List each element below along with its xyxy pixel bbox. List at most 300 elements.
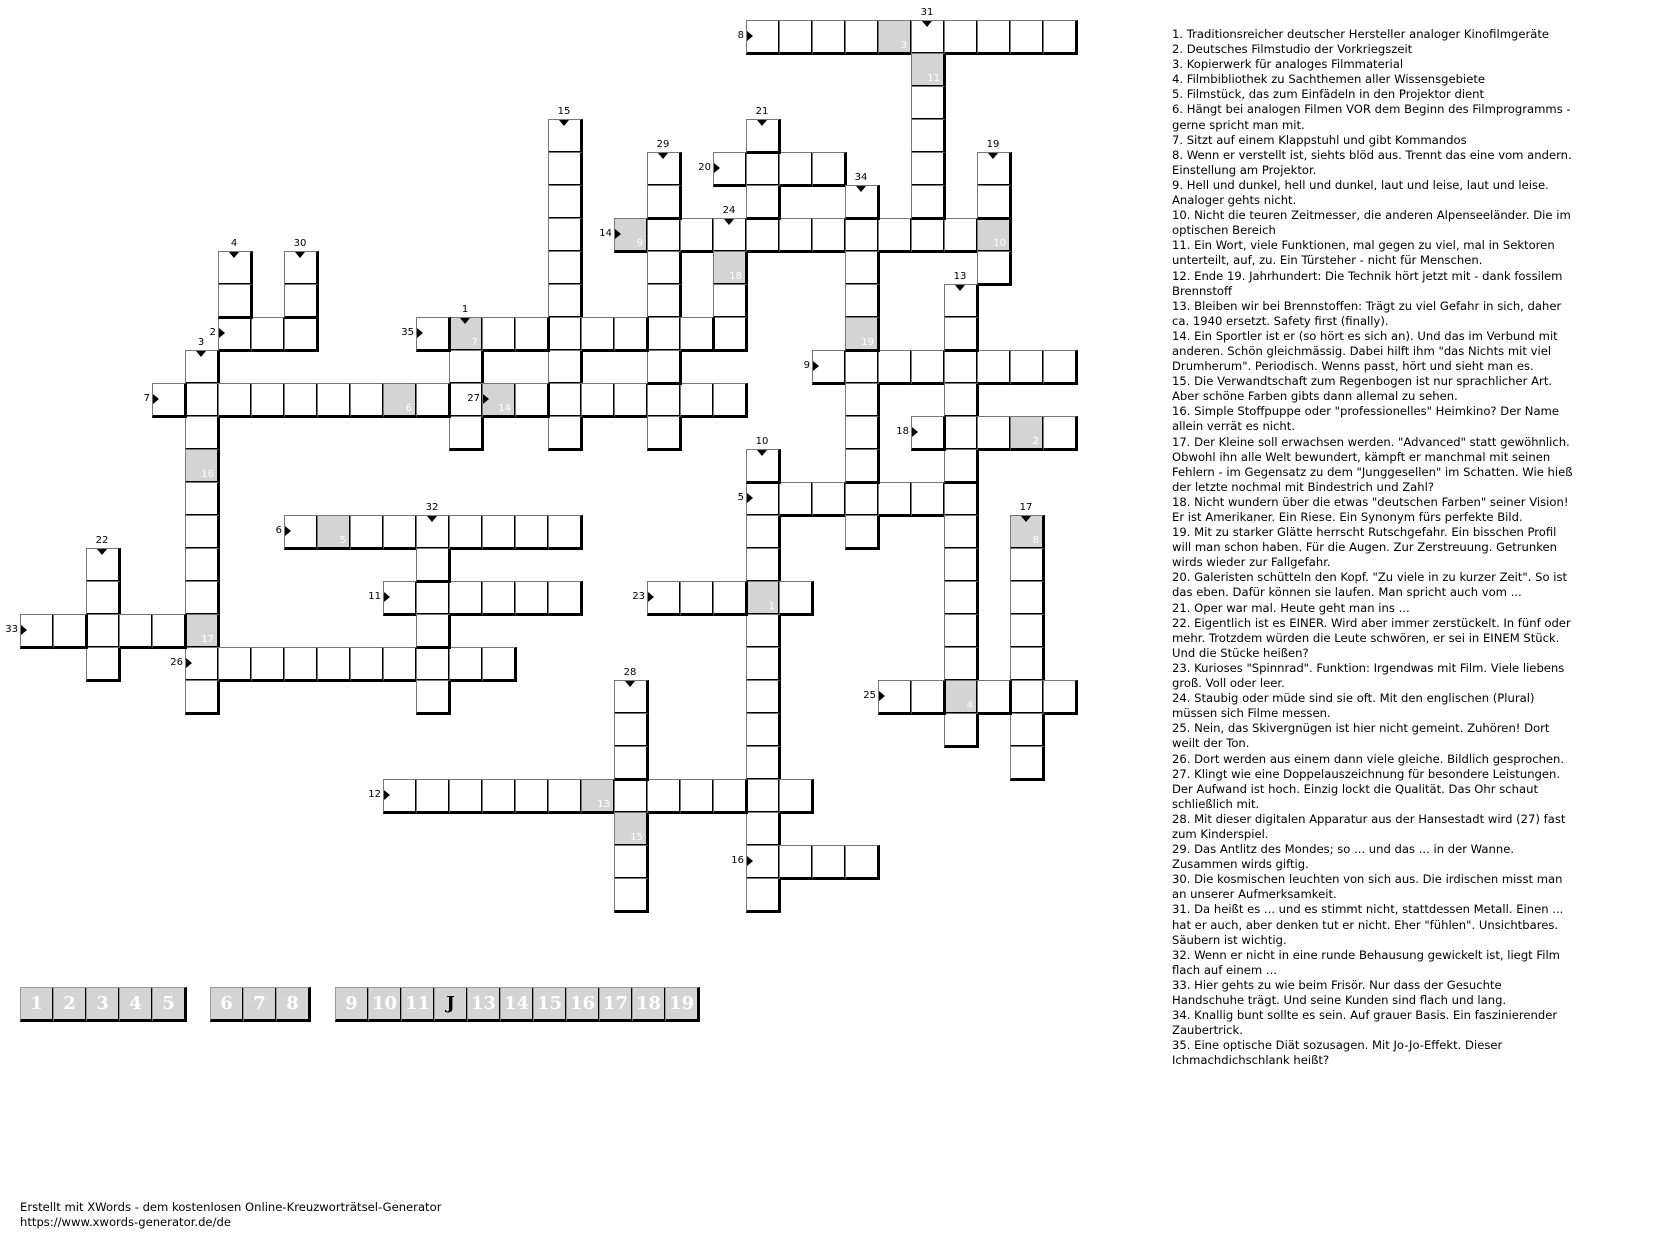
grid-cell[interactable] <box>350 383 385 418</box>
word-number: 6 <box>275 525 282 536</box>
grid-cell[interactable] <box>1010 350 1045 385</box>
word-number: 23 <box>632 591 645 602</box>
solution-cell[interactable]: 1 <box>20 987 55 1022</box>
solution-cell[interactable]: 11 <box>401 987 436 1022</box>
grid-cell[interactable] <box>878 350 913 385</box>
grid-cell[interactable] <box>647 317 682 352</box>
grid-cell[interactable] <box>944 647 979 682</box>
grid-cell[interactable] <box>185 614 220 649</box>
grid-cell[interactable] <box>119 614 154 649</box>
grid-cell[interactable] <box>614 317 649 352</box>
grid-cell[interactable] <box>515 581 550 616</box>
grid-cell[interactable] <box>713 779 748 814</box>
grid-cell[interactable] <box>218 383 253 418</box>
footer-credit: Erstellt mit XWords - dem kostenlosen Online-Kreuzworträtsel-Generator <box>20 1200 442 1214</box>
grid-cell[interactable] <box>1010 647 1045 682</box>
grid-cell[interactable] <box>878 482 913 517</box>
grid-cell[interactable] <box>647 284 682 319</box>
word-number: 17 <box>1019 502 1033 513</box>
arrow-down-icon <box>460 318 470 324</box>
solution-mark-number: 13 <box>597 799 610 810</box>
grid-cell[interactable] <box>944 614 979 649</box>
grid-cell[interactable] <box>350 515 385 550</box>
grid-cell[interactable] <box>746 185 781 220</box>
grid-cell[interactable] <box>746 878 781 913</box>
grid-cell[interactable] <box>944 581 979 616</box>
grid-cell[interactable] <box>713 251 748 286</box>
grid-cell[interactable] <box>1010 548 1045 583</box>
grid-cell[interactable] <box>680 581 715 616</box>
grid-cell[interactable] <box>977 680 1012 715</box>
clue-1: 1. Traditionsreicher deutscher Hersteller analoger Kinofilmgeräte <box>1172 27 1550 41</box>
grid-cell[interactable] <box>482 647 517 682</box>
grid-cell[interactable] <box>317 383 352 418</box>
grid-cell[interactable] <box>845 251 880 286</box>
grid-cell[interactable] <box>614 713 649 748</box>
grid-cell[interactable] <box>1043 416 1078 451</box>
grid-cell[interactable] <box>647 218 682 253</box>
clue-18: 18. Nicht wundern über die etwas "deutschen Farben" seiner Vision! Er ist Amerikaner. Ein Riese. Ein Synonym fürs perfekte Bild. <box>1172 494 1569 524</box>
clue-35: 35. Eine optische Diät sozusagen. Mit Jo-Jo-Effekt. Dieser Ichmachdichschlank heißt? <box>1172 1038 1503 1068</box>
grid-cell[interactable] <box>845 416 880 451</box>
grid-cell[interactable] <box>614 779 649 814</box>
grid-cell[interactable] <box>911 482 946 517</box>
grid-cell[interactable] <box>680 383 715 418</box>
grid-cell[interactable] <box>317 647 352 682</box>
solution-mark-number: 16 <box>201 469 214 480</box>
grid-cell[interactable] <box>911 119 946 154</box>
arrow-down-icon <box>988 153 998 159</box>
grid-cell[interactable] <box>845 317 880 352</box>
grid-cell[interactable] <box>845 218 880 253</box>
grid-cell[interactable] <box>86 647 121 682</box>
solution-mark-number: 3 <box>900 40 907 51</box>
arrow-down-icon <box>625 681 635 687</box>
grid-cell[interactable] <box>977 218 1012 253</box>
grid-cell[interactable] <box>647 251 682 286</box>
clue-8: 8. Wenn er verstellt ist, siehts blöd aus. Trennt das eine vom andern. Einstellung am Projektor. <box>1172 147 1572 177</box>
grid-cell[interactable] <box>746 581 781 616</box>
grid-cell[interactable] <box>284 284 319 319</box>
clue-9: 9. Hell und dunkel, hell und dunkel, laut und leise, laut und leise. Analoger gehts nicht. <box>1172 177 1549 208</box>
solution-cell[interactable]: 4 <box>119 987 154 1022</box>
word-number: 14 <box>599 228 612 239</box>
grid-cell[interactable] <box>548 383 583 418</box>
grid-cell[interactable] <box>647 350 682 385</box>
arrow-down-icon <box>1021 516 1031 522</box>
grid-cell[interactable] <box>779 218 814 253</box>
solution-mark-number: 10 <box>993 238 1006 249</box>
word-number: 19 <box>986 139 1000 150</box>
grid-cell[interactable] <box>746 515 781 550</box>
clue-23: 23. Kurioses "Spinnrad". Funktion: Irgendwas mit Film. Viele liebens groß. Voll oder leer. <box>1172 660 1565 691</box>
grid-cell[interactable] <box>284 647 319 682</box>
grid-cell[interactable] <box>911 86 946 121</box>
grid-cell[interactable] <box>383 383 418 418</box>
word-number: 8 <box>737 30 744 41</box>
grid-cell[interactable] <box>944 350 979 385</box>
grid-cell[interactable] <box>614 878 649 913</box>
grid-cell[interactable] <box>944 218 979 253</box>
grid-cell[interactable] <box>977 416 1012 451</box>
grid-cell[interactable] <box>911 680 946 715</box>
grid-cell[interactable] <box>845 515 880 550</box>
grid-cell[interactable] <box>713 383 748 418</box>
grid-cell[interactable] <box>878 218 913 253</box>
grid-cell[interactable] <box>746 548 781 583</box>
clue-21: 21. Oper war mal. Heute geht man ins ... <box>1172 600 1410 615</box>
grid-cell[interactable] <box>449 515 484 550</box>
word-number: 20 <box>698 162 711 173</box>
grid-cell[interactable] <box>845 20 880 55</box>
grid-cell[interactable] <box>581 317 616 352</box>
grid-cell[interactable] <box>218 647 253 682</box>
grid-cell[interactable] <box>185 482 220 517</box>
grid-cell[interactable] <box>548 515 583 550</box>
grid-cell[interactable] <box>185 383 220 418</box>
grid-cell[interactable] <box>185 416 220 451</box>
grid-cell[interactable] <box>1043 680 1078 715</box>
grid-cell[interactable] <box>977 350 1012 385</box>
arrow-right-icon <box>285 526 291 536</box>
grid-cell[interactable] <box>416 647 451 682</box>
grid-cell[interactable] <box>779 482 814 517</box>
grid-cell[interactable] <box>581 383 616 418</box>
grid-cell[interactable] <box>548 581 583 616</box>
arrow-right-icon <box>384 592 390 602</box>
arrow-down-icon <box>856 186 866 192</box>
arrow-down-icon <box>97 549 107 555</box>
grid-cell[interactable] <box>845 350 880 385</box>
grid-cell[interactable] <box>647 383 682 418</box>
grid-cell[interactable] <box>812 20 847 55</box>
grid-cell[interactable] <box>746 614 781 649</box>
solution-cell[interactable]: 9 <box>335 987 370 1022</box>
grid-cell[interactable] <box>944 317 979 352</box>
word-number: 5 <box>737 492 744 503</box>
clue-27: 27. Klingt wie eine Doppelauszeichnung für besondere Leistungen. Der Aufwand ist hoch. Einzig lockt die Qualität. Das Ohr schaut schließlich mit. <box>1172 766 1561 811</box>
solution-mark-number: 14 <box>498 403 511 414</box>
word-number: 31 <box>920 7 934 18</box>
arrow-right-icon <box>648 592 654 602</box>
grid-cell[interactable] <box>482 779 517 814</box>
solution-cell[interactable]: 5 <box>152 987 187 1022</box>
grid-cell[interactable] <box>449 581 484 616</box>
grid-cell[interactable] <box>1010 713 1045 748</box>
arrow-right-icon <box>21 625 27 635</box>
clue-13: 13. Bleiben wir bei Brennstoffen: Trägt zu viel Gefahr in sich, daher ca. 1940 ersetzt. Safety first (finally). <box>1172 298 1562 328</box>
grid-cell[interactable] <box>944 713 979 748</box>
grid-cell[interactable] <box>614 746 649 781</box>
word-number: 30 <box>293 238 307 249</box>
footer <box>20 1200 441 1230</box>
grid-cell[interactable] <box>1010 680 1045 715</box>
solution-mark-number: 18 <box>729 271 742 282</box>
clue-6: 6. Hängt bei analogen Filmen VOR dem Beginn des Filmprogramms - gerne spricht man mit. <box>1172 102 1571 132</box>
solution-cell[interactable]: 17 <box>599 987 634 1022</box>
arrow-down-icon <box>955 285 965 291</box>
grid-cell[interactable] <box>746 746 781 781</box>
grid-cell[interactable] <box>1043 350 1078 385</box>
solution-cell[interactable]: 14 <box>500 987 535 1022</box>
clue-12: 12. Ende 19. Jahrhundert: Die Technik hört jetzt mit - dank fossilem Brennstoff <box>1172 268 1563 298</box>
clue-11: 11. Ein Wort, viele Funktionen, mal gegen zu viel, mal in Sektoren unterteilt, auf, zu. Ein Türsteher - nicht für Menschen. <box>1172 238 1555 268</box>
grid-cell[interactable] <box>1043 20 1078 55</box>
solution-mark-number: 15 <box>630 832 643 843</box>
solution-cell[interactable]: 7 <box>243 987 278 1022</box>
clue-19: 19. Mit zu starker Glätte herrscht Rutschgefahr. Ein bisschen Profil will man schon haben. Für die Augen. Zur Zerstreuung. Getrunken wirds wieder zur Fallgefahr. <box>1172 525 1558 570</box>
solution-cell[interactable]: 16 <box>566 987 601 1022</box>
grid-cell[interactable] <box>1010 20 1045 55</box>
clue-26: 26. Dort werden aus einem dann viele gleiche. Bildlich gesprochen. <box>1172 751 1565 766</box>
grid-cell[interactable] <box>647 416 682 451</box>
arrow-right-icon <box>747 31 753 41</box>
arrow-down-icon <box>196 351 206 357</box>
arrow-down-icon <box>658 153 668 159</box>
clue-5: 5. Filmstück, das zum Einfädeln in den Projektor dient <box>1172 87 1485 102</box>
grid-cell[interactable] <box>746 152 781 187</box>
clue-16: 16. Simple Stoffpuppe oder "professionelles" Heimkino? Der Name allein verrät es nicht. <box>1172 404 1559 434</box>
grid-cell[interactable] <box>548 779 583 814</box>
grid-cell[interactable] <box>845 284 880 319</box>
grid-cell[interactable] <box>911 350 946 385</box>
clue-22: 22. Eigentlich ist es EINER. Wird aber immer zerstückelt. In fünf oder mehr. Trotzdem würden die Leute schwören, er sei in EINEM Stück. Und die Stücke heißen? <box>1172 615 1571 660</box>
grid-cell[interactable] <box>911 185 946 220</box>
arrow-right-icon <box>879 691 885 701</box>
grid-cell[interactable] <box>746 218 781 253</box>
grid-cell[interactable] <box>53 614 88 649</box>
grid-cell[interactable] <box>779 779 814 814</box>
grid-cell[interactable] <box>449 779 484 814</box>
grid-cell[interactable] <box>251 383 286 418</box>
solution-mark-number: 2 <box>1032 436 1039 447</box>
word-number: 33 <box>5 624 18 635</box>
grid-cell[interactable] <box>1010 416 1045 451</box>
grid-cell[interactable] <box>779 581 814 616</box>
grid-cell[interactable] <box>284 383 319 418</box>
grid-cell[interactable] <box>680 317 715 352</box>
clue-31: 31. Da heißt es ... und es stimmt nicht, stattdessen Metall. Einen ... hat er auch, aber denken tut er nicht. Eher "fühlen". Unsichtbares. Säubern ist wichtig. <box>1172 902 1564 947</box>
grid-cell[interactable] <box>845 449 880 484</box>
grid-cell[interactable] <box>779 20 814 55</box>
grid-cell[interactable] <box>713 284 748 319</box>
grid-cell[interactable] <box>185 581 220 616</box>
arrow-down-icon <box>427 516 437 522</box>
grid-cell[interactable] <box>482 515 517 550</box>
grid-cell[interactable] <box>185 680 220 715</box>
grid-cell[interactable] <box>944 449 979 484</box>
solution-cell[interactable]: J <box>434 987 469 1022</box>
solution-cell[interactable]: 15 <box>533 987 568 1022</box>
grid-cell[interactable] <box>515 515 550 550</box>
grid-cell[interactable] <box>713 317 748 352</box>
grid-cell[interactable] <box>911 53 946 88</box>
word-number: 13 <box>953 271 967 282</box>
solution-cell[interactable]: 2 <box>53 987 88 1022</box>
solution-mark-number: 4 <box>966 700 973 711</box>
arrow-down-icon <box>229 252 239 258</box>
grid-cell[interactable] <box>152 614 187 649</box>
grid-cell[interactable] <box>548 218 583 253</box>
grid-cell[interactable] <box>581 779 616 814</box>
grid-cell[interactable] <box>944 383 979 418</box>
grid-cell[interactable] <box>812 482 847 517</box>
grid-cell[interactable] <box>680 218 715 253</box>
grid-cell[interactable] <box>548 284 583 319</box>
grid-cell[interactable] <box>614 812 649 847</box>
grid-cell[interactable] <box>251 317 286 352</box>
clue-24: 24. Staubig oder müde sind sie oft. Mit den englischen (Plural) müssen sich Filme messen. <box>1172 691 1535 721</box>
clue-17: 17. Der Kleine soll erwachsen werden. "Advanced" statt gewöhnlich. Obwohl ihn alle Welt bewundert, kämpft er manchmal mit seinen Fehlern - im Gegensatz zu dem "Junggesellen" im Schatten. Wie hieß der letzte nochmal mit Bindestrich und Zahl? <box>1172 434 1573 494</box>
word-number: 9 <box>803 360 810 371</box>
clue-14: 14. Ein Sportler ist er (so hört es sich an). Und das im Verbund mit anderen. Schön gleichmässig. Dabei hilft ihm "das Nichts mit viel Drumherum". Periodisch. Wenns passt, hört und sieht man es. <box>1172 328 1558 374</box>
word-number: 28 <box>623 667 637 678</box>
footer-url[interactable]: https://www.xwords-generator.de/de <box>20 1215 231 1229</box>
grid-cell[interactable] <box>383 515 418 550</box>
grid-cell[interactable] <box>416 581 451 616</box>
word-number: 25 <box>863 690 876 701</box>
grid-cell[interactable] <box>977 20 1012 55</box>
solution-mark-number: 7 <box>471 337 478 348</box>
clue-34: 34. Knallig bunt sollte es sein. Auf grauer Basis. Ein faszinierender Zaubertrick. <box>1172 1008 1558 1038</box>
solution-mark-number: 19 <box>861 337 874 348</box>
grid-cell[interactable] <box>1010 614 1045 649</box>
grid-cell[interactable] <box>944 416 979 451</box>
grid-cell[interactable] <box>977 251 1012 286</box>
grid-cell[interactable] <box>482 581 517 616</box>
grid-cell[interactable] <box>350 647 385 682</box>
grid-cell[interactable] <box>185 449 220 484</box>
arrow-right-icon <box>186 658 192 668</box>
grid-cell[interactable] <box>1010 746 1045 781</box>
grid-cell[interactable] <box>548 416 583 451</box>
grid-cell[interactable] <box>779 152 814 187</box>
grid-cell[interactable] <box>548 185 583 220</box>
grid-cell[interactable] <box>680 779 715 814</box>
grid-cell[interactable] <box>449 647 484 682</box>
word-number: 16 <box>731 855 744 866</box>
grid-cell[interactable] <box>548 251 583 286</box>
solution-cell[interactable]: 10 <box>368 987 403 1022</box>
grid-cell[interactable] <box>515 383 550 418</box>
grid-cell[interactable] <box>383 647 418 682</box>
arrow-right-icon <box>483 394 489 404</box>
grid-cell[interactable] <box>647 779 682 814</box>
grid-cell[interactable] <box>515 779 550 814</box>
grid-cell[interactable] <box>944 515 979 550</box>
grid-cell[interactable] <box>746 713 781 748</box>
solution-cell[interactable]: 13 <box>467 987 502 1022</box>
solution-cell[interactable]: 18 <box>632 987 667 1022</box>
grid-cell[interactable] <box>317 515 352 550</box>
arrow-down-icon <box>559 120 569 126</box>
grid-cell[interactable] <box>878 20 913 55</box>
grid-cell[interactable] <box>746 779 781 814</box>
grid-cell[interactable] <box>746 647 781 682</box>
grid-cell[interactable] <box>416 614 451 649</box>
grid-cell[interactable] <box>482 317 517 352</box>
grid-cell[interactable] <box>845 383 880 418</box>
solution-cell[interactable]: 8 <box>276 987 311 1022</box>
grid-cell[interactable] <box>185 515 220 550</box>
grid-cell[interactable] <box>614 383 649 418</box>
grid-cell[interactable] <box>812 152 847 187</box>
grid-cell[interactable] <box>845 482 880 517</box>
arrow-right-icon <box>714 163 720 173</box>
grid-cell[interactable] <box>647 185 682 220</box>
grid-cell[interactable] <box>548 152 583 187</box>
word-number: 24 <box>722 205 736 216</box>
grid-cell[interactable] <box>416 779 451 814</box>
grid-cell[interactable] <box>416 680 451 715</box>
word-number: 18 <box>896 426 909 437</box>
arrow-right-icon <box>813 361 819 371</box>
arrow-right-icon <box>153 394 159 404</box>
grid-cell[interactable] <box>944 20 979 55</box>
solution-mark-number: 1 <box>768 601 775 612</box>
grid-cell[interactable] <box>218 284 253 319</box>
grid-cell[interactable] <box>746 812 781 847</box>
clue-3: 3. Kopierwerk für analoges Filmmaterial <box>1172 57 1404 72</box>
grid-cell[interactable] <box>1010 581 1045 616</box>
grid-cell[interactable] <box>86 614 121 649</box>
grid-cell[interactable] <box>812 218 847 253</box>
grid-cell[interactable] <box>416 548 451 583</box>
grid-cell[interactable] <box>515 317 550 352</box>
solution-cell[interactable]: 3 <box>86 987 121 1022</box>
clue-25: 25. Nein, das Skivergnügen ist hier nicht gemeint. Zuhören! Dort weilt der Ton. <box>1172 721 1550 751</box>
grid-cell[interactable] <box>944 548 979 583</box>
clue-4: 4. Filmbibliothek zu Sachthemen aller Wissensgebiete <box>1172 72 1486 87</box>
grid-cell[interactable] <box>845 845 880 880</box>
grid-cell[interactable] <box>284 317 319 352</box>
word-number: 35 <box>401 327 414 338</box>
grid-cell[interactable] <box>779 845 814 880</box>
grid-cell[interactable] <box>449 416 484 451</box>
grid-cell[interactable] <box>977 185 1012 220</box>
grid-cell[interactable] <box>548 350 583 385</box>
grid-cell[interactable] <box>251 647 286 682</box>
solution-cell[interactable]: 19 <box>665 987 700 1022</box>
grid-cell[interactable] <box>614 845 649 880</box>
arrow-right-icon <box>912 427 918 437</box>
grid-cell[interactable] <box>86 581 121 616</box>
grid-cell[interactable] <box>944 482 979 517</box>
grid-cell[interactable] <box>713 581 748 616</box>
arrow-right-icon <box>615 229 621 239</box>
clue-28: 28. Mit dieser digitalen Apparatur aus der Hansestadt wird (27) fast zum Kinderspiel. <box>1172 811 1566 841</box>
grid-cell[interactable] <box>812 845 847 880</box>
word-number: 15 <box>557 106 571 117</box>
clue-29: 29. Das Antlitz des Mondes; so ... und das ... in der Wanne. Zusammen wirds giftig. <box>1172 842 1515 872</box>
arrow-right-icon <box>747 856 753 866</box>
grid-cell[interactable] <box>746 680 781 715</box>
grid-cell[interactable] <box>416 383 451 418</box>
clue-32: 32. Wenn er nicht in eine runde Behausung gewickelt ist, liegt Film flach auf einem ... <box>1172 947 1560 977</box>
grid-cell[interactable] <box>944 680 979 715</box>
arrow-right-icon <box>219 328 225 338</box>
grid-cell[interactable] <box>548 317 583 352</box>
word-number: 1 <box>461 304 469 315</box>
grid-cell[interactable] <box>911 218 946 253</box>
solution-cell[interactable]: 6 <box>210 987 245 1022</box>
grid-cell[interactable] <box>911 152 946 187</box>
clue-7: 7. Sitzt auf einem Klappstuhl und gibt Kommandos <box>1172 132 1467 147</box>
word-number: 12 <box>368 789 381 800</box>
grid-cell[interactable] <box>449 350 484 385</box>
word-number: 21 <box>755 106 769 117</box>
grid-cell[interactable] <box>185 548 220 583</box>
